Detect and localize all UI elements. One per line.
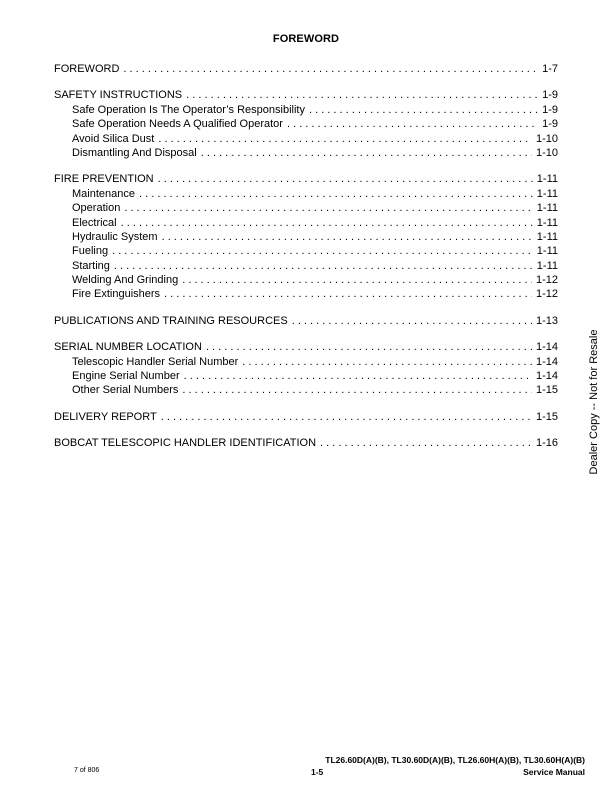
toc-entry-label: BOBCAT TELESCOPIC HANDLER IDENTIFICATION <box>54 437 317 450</box>
toc-entry-page: 1-9 <box>542 118 558 131</box>
toc-entry-label: Other Serial Numbers <box>72 384 179 397</box>
toc-dot-leader <box>186 88 538 102</box>
toc-entry-label: FOREWORD <box>54 63 120 75</box>
toc-entry[interactable] <box>54 88 558 102</box>
toc-subentry[interactable] <box>54 230 558 244</box>
toc-dot-leader <box>124 201 532 215</box>
toc-subentry[interactable] <box>54 146 558 160</box>
toc-entry-page: 1-11 <box>536 216 558 229</box>
toc-subentry[interactable] <box>54 187 558 201</box>
toc-entry-page: 1-11 <box>536 245 558 258</box>
toc-dot-leader <box>242 355 532 369</box>
toc-section <box>54 88 558 160</box>
toc-section <box>54 62 558 76</box>
table-of-contents <box>54 62 558 463</box>
toc-entry-label: Dismantling And Disposal <box>72 146 197 159</box>
toc-dot-leader <box>121 216 533 230</box>
toc-entry-page: 1-12 <box>535 288 558 301</box>
toc-entry-label: Fire Extinguishers <box>72 288 161 301</box>
toc-dot-leader <box>164 287 532 301</box>
toc-entry-label: Engine Serial Number <box>72 370 180 383</box>
toc-entry-page: 1-15 <box>535 384 558 397</box>
toc-dot-leader <box>309 103 538 117</box>
toc-subentry[interactable] <box>54 259 558 273</box>
footer-model-list: TL26.60D(A)(B), TL30.60D(A)(B), TL26.60H(A)(B), TL30.60H(A)(B) <box>325 755 585 765</box>
footer-page-number: 1-5 <box>311 767 324 777</box>
toc-section <box>54 172 558 302</box>
footer-manual-title: Service Manual <box>523 767 585 777</box>
toc-subentry[interactable] <box>54 103 558 117</box>
toc-section <box>54 314 558 328</box>
toc-entry-label: Electrical <box>72 216 117 229</box>
toc-dot-leader <box>182 383 532 397</box>
toc-entry-label: Safe Operation Is The Operator’s Responsibility <box>72 103 305 116</box>
toc-entry[interactable] <box>54 340 558 354</box>
toc-entry-page: 1-11 <box>536 230 558 243</box>
toc-dot-leader <box>182 273 532 287</box>
toc-entry-page: 1-14 <box>535 355 558 368</box>
toc-dot-leader <box>114 259 533 273</box>
toc-entry-label: Maintenance <box>72 187 135 200</box>
toc-entry[interactable] <box>54 410 558 424</box>
toc-entry-label: Avoid Silica Dust <box>72 132 155 145</box>
toc-subentry[interactable] <box>54 216 558 230</box>
toc-entry-page: 1-10 <box>535 132 558 145</box>
toc-entry-page: 1-14 <box>535 370 558 383</box>
toc-dot-leader <box>139 187 533 201</box>
toc-subentry[interactable] <box>54 132 558 146</box>
toc-entry-label: Welding And Grinding <box>72 274 179 287</box>
toc-dot-leader <box>320 436 532 450</box>
toc-dot-leader <box>158 172 533 186</box>
toc-entry[interactable] <box>54 436 558 450</box>
toc-entry-page: 1-9 <box>542 103 558 116</box>
toc-entry-label: Telescopic Handler Serial Number <box>72 355 239 368</box>
toc-dot-leader <box>287 117 538 131</box>
toc-entry-label: PUBLICATIONS AND TRAINING RESOURCES <box>54 314 288 327</box>
toc-entry-page: 1-11 <box>536 259 558 272</box>
toc-entry-page: 1-11 <box>536 202 558 215</box>
toc-entry-label: DELIVERY REPORT <box>54 410 157 423</box>
side-watermark: Dealer Copy -- Not for Resale <box>588 329 600 475</box>
footer-sheet-count: 7 of 806 <box>74 767 100 774</box>
page-title: FOREWORD <box>272 33 340 45</box>
toc-dot-leader <box>158 132 532 146</box>
toc-entry-label: Fueling <box>72 245 109 258</box>
toc-dot-leader <box>123 62 538 76</box>
toc-entry-page: 1-15 <box>535 410 558 423</box>
toc-entry[interactable] <box>54 172 558 186</box>
toc-subentry[interactable] <box>54 117 558 131</box>
toc-section <box>54 436 558 450</box>
toc-entry-page: 1-11 <box>536 173 558 186</box>
toc-subentry[interactable] <box>54 244 558 258</box>
toc-section <box>54 340 558 398</box>
toc-entry-label: Safe Operation Needs A Qualified Operator <box>72 118 283 131</box>
toc-entry[interactable] <box>54 314 558 328</box>
toc-dot-leader <box>161 410 532 424</box>
toc-entry-label: SERIAL NUMBER LOCATION <box>54 341 202 354</box>
toc-entry[interactable] <box>54 62 558 76</box>
toc-entry-page: 1-9 <box>542 89 558 102</box>
toc-entry-page: 1-11 <box>536 187 558 200</box>
toc-entry-page: 1-7 <box>542 63 558 75</box>
toc-dot-leader <box>184 369 532 383</box>
toc-dot-leader <box>112 244 533 258</box>
toc-dot-leader <box>162 230 533 244</box>
toc-entry-page: 1-13 <box>535 314 558 327</box>
toc-subentry[interactable] <box>54 201 558 215</box>
toc-entry-page: 1-16 <box>535 437 558 450</box>
toc-entry-label: Hydraulic System <box>72 230 158 243</box>
toc-entry-label: FIRE PREVENTION <box>54 173 154 186</box>
toc-section <box>54 410 558 424</box>
toc-subentry[interactable] <box>54 369 558 383</box>
toc-entry-label: SAFETY INSTRUCTIONS <box>54 89 183 102</box>
toc-subentry[interactable] <box>54 287 558 301</box>
toc-entry-page: 1-12 <box>535 274 558 287</box>
toc-entry-page: 1-14 <box>535 341 558 354</box>
toc-subentry[interactable] <box>54 383 558 397</box>
toc-subentry[interactable] <box>54 273 558 287</box>
toc-dot-leader <box>201 146 532 160</box>
toc-entry-label: Operation <box>72 202 121 215</box>
toc-dot-leader <box>292 314 532 328</box>
toc-entry-label: Starting <box>72 259 110 272</box>
toc-subentry[interactable] <box>54 355 558 369</box>
toc-dot-leader <box>206 340 532 354</box>
toc-entry-page: 1-10 <box>535 146 558 159</box>
